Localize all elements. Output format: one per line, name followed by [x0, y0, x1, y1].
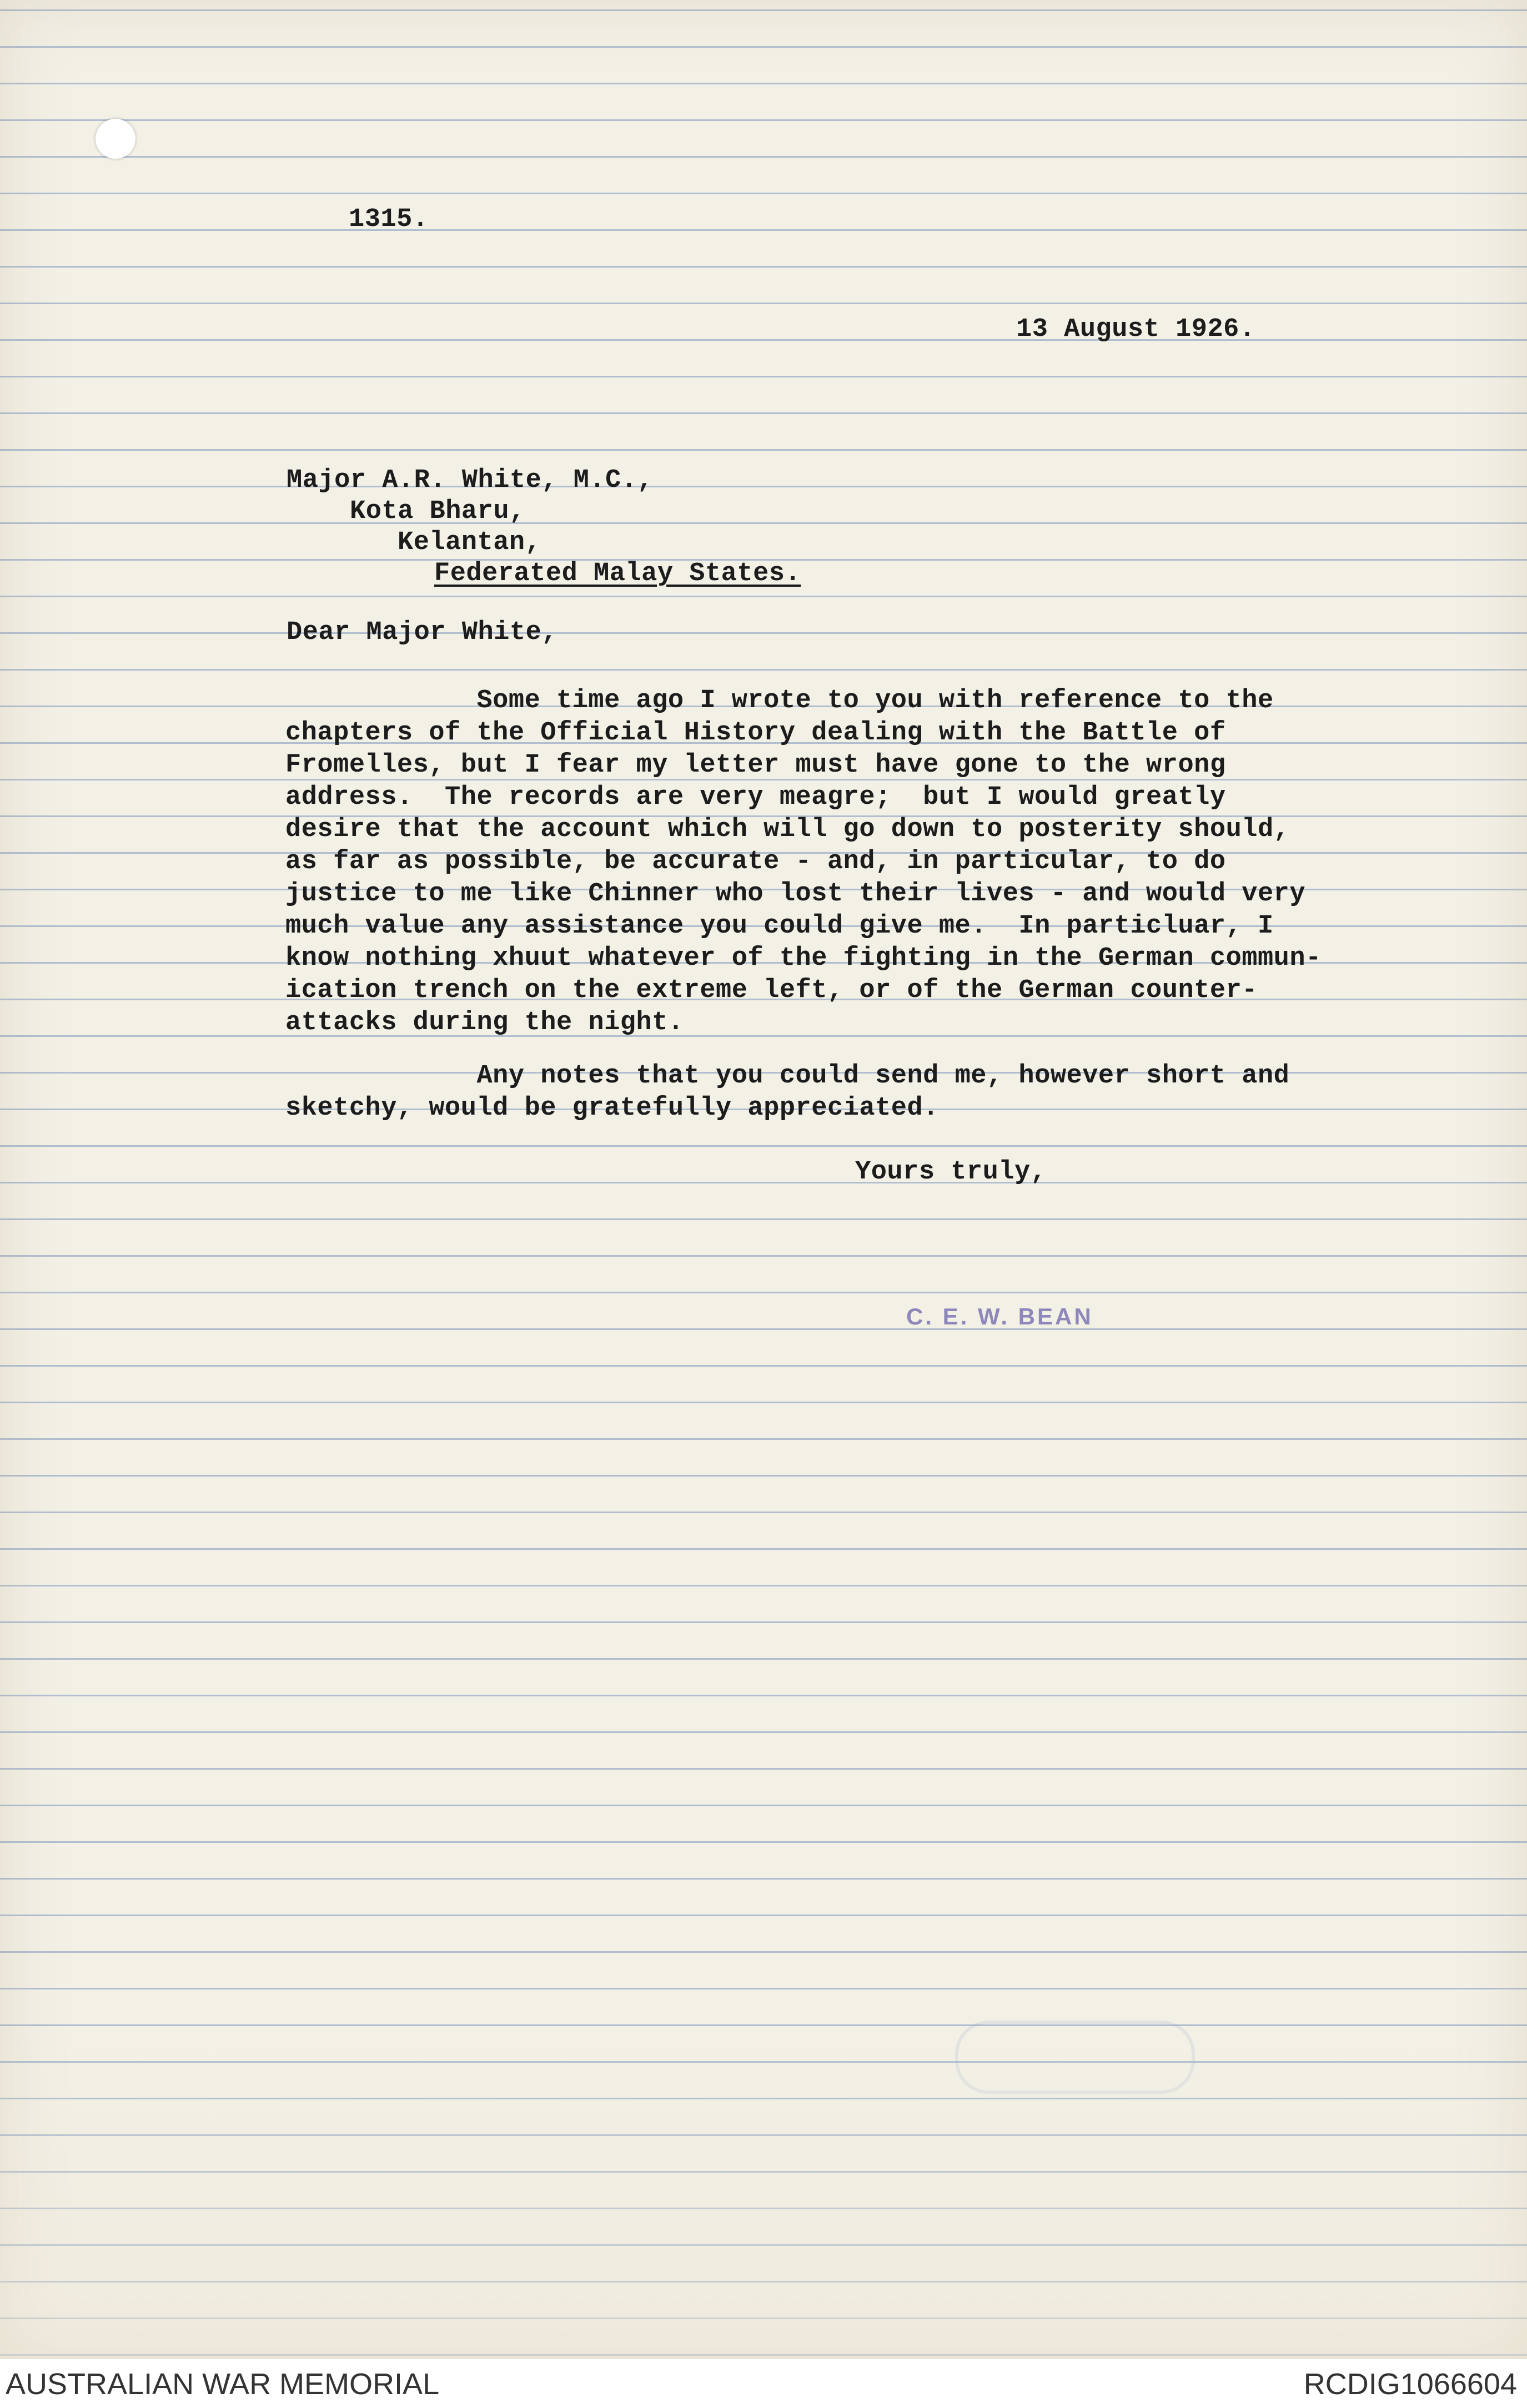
reference-number: 1315.	[349, 205, 429, 234]
footer-bar	[0, 2359, 1527, 2408]
footer-institution: AUSTRALIAN WAR MEMORIAL	[6, 2367, 440, 2401]
closing: Yours truly,	[855, 1157, 1047, 1187]
address-line-3: Kelantan,	[398, 528, 541, 557]
body-paragraph-1: Some time ago I wrote to you with reference to the chapters of the Official History dealing with the Battle of Fromelles, but I fear my letter must have gone to the wrong address. The records are very meagre; but I would greatly desire that the account which will go down to posterity should, as far as possible, be accurate - and, in particular, to do justice to me like Chinner who lost their lives - and would very much value any assistance you could give me. In particluar, I know nothing xhuut whatever of the fighting in the German commun- ication trench on the extreme left, or of the German counter- attacks during the night.	[285, 686, 1322, 1037]
address-line-2: Kota Bharu,	[350, 497, 525, 526]
footer-record-id: RCDIG1066604	[1303, 2367, 1517, 2401]
letter-date: 13 August 1926.	[1016, 315, 1255, 344]
signature-stamp: C. E. W. BEAN	[906, 1303, 1093, 1329]
address-line-4: Federated Malay States.	[434, 559, 801, 588]
address-line-1: Major A.R. White, M.C.,	[287, 466, 654, 495]
salutation: Dear Major White,	[287, 618, 557, 647]
faint-stamp-mark	[955, 2021, 1195, 2094]
punch-hole	[96, 119, 135, 159]
body-paragraph-2: Any notes that you could send me, however short and sketchy, would be gratefully appreciated.	[285, 1061, 1290, 1123]
